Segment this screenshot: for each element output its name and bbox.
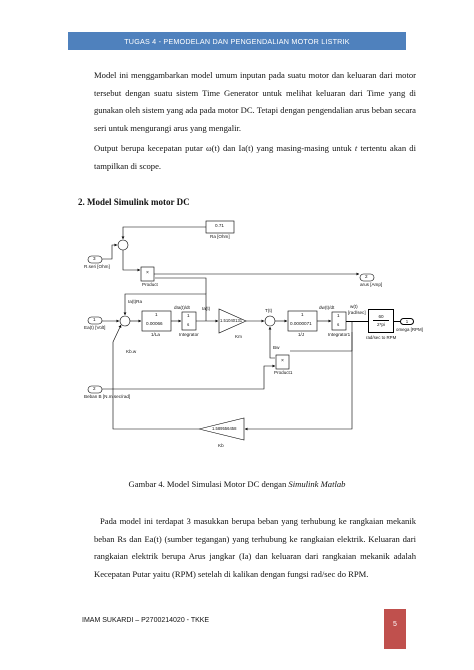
inv-la-top: 1 — [155, 312, 158, 317]
section-title: 2. Model Simulink motor DC — [78, 197, 190, 207]
output-text-a: Output berupa kecepatan putar ω(t) dan Ia(t) yang masing-masing untuk — [94, 143, 355, 153]
omega-num: 1 — [405, 319, 409, 324]
integ-label: Integrator — [179, 332, 199, 337]
rpm-top: 60 — [378, 314, 384, 319]
ia-label: Ia(t) — [202, 306, 211, 311]
product-label: Product — [142, 282, 158, 287]
integ1-label: Integrator1 — [328, 332, 351, 337]
caption-text: Gambar 4. Model Simulasi Motor DC dengan — [128, 479, 289, 489]
beban-label: Beban B [N.m.sec/rad] — [84, 394, 131, 399]
inv-j-value: 0.0000071 — [290, 321, 312, 326]
dia-label: dIa(t)/dt — [174, 305, 190, 310]
inv-j-top: 1 — [301, 312, 304, 317]
rseri-label: R.seri [Ohm] — [84, 264, 110, 269]
ea-num: 1 — [93, 317, 96, 322]
caption-italic: Simulink Matlab — [288, 479, 346, 489]
intro-paragraph: Model ini menggambarkan model umum inputan pada suatu motor dan keluaran dari motor tersebut dengan suatu sistem Time Generator untuk melihat keluaran dari Time yang di gunakan oleh sistem yang ada pada motor DC. Tetapi dengan pengendalian arus beban secara seri untuk mengurangi arus yang mengalir. — [94, 70, 416, 133]
kb-label: Kb — [218, 443, 224, 448]
iatra-label: Ia(t)Ra — [128, 299, 143, 304]
integ1-top: 1 — [337, 313, 340, 318]
kb-value: 1.589556458 — [212, 426, 237, 431]
integ-bot: s — [187, 322, 190, 327]
rpm-wire — [346, 321, 368, 322]
integ-top: 1 — [187, 313, 190, 318]
ea-label: Ea(t) [Volt] — [84, 325, 106, 330]
ra-value: 0.71 — [215, 223, 224, 228]
inv-la-label: 1/La — [151, 332, 160, 337]
integ1-bot: s — [337, 322, 340, 327]
ra-label: Ra [Ohm] — [210, 234, 230, 239]
w-unit: [rad/sec] — [348, 310, 366, 315]
product1-label: Product1 — [274, 370, 293, 375]
w-label: w(t) — [350, 304, 358, 309]
page-number-box — [384, 609, 406, 649]
footer-author: IMAM SUKARDI – P2700214020 - TKKE — [82, 617, 210, 624]
header-title: TUGAS 4 - PEMODELAN DAN PENGENDALIAN MOTOR LISTRIK — [124, 36, 350, 46]
output-text-t: t — [354, 143, 358, 153]
dw-label: dw(t)/dt — [319, 305, 335, 310]
conclusion-paragraph: Pada model ini terdapat 3 masukkan berupa beban yang terhubung ke rangkaian mekanik beban Rs dan Ea(t) (sumber tegangan) yang terhubung ke rangkaian elektrik. Keluaran dari rangkaian elektrik berupa Arus jangkar (Ia) dan keluaran dari rangkaian mekanik adalah Kecepatan Putar yaitu (RPM) setelah di kalikan dengan fungsi rad/sec do RPM. — [94, 516, 416, 579]
diagram-labels — [84, 212, 384, 460]
figure-caption — [0, 479, 474, 489]
page-number: 5 — [393, 621, 397, 628]
tt-label: T(t) — [265, 308, 273, 313]
arus-label: arus [Amp] — [360, 282, 383, 287]
rpm-bot: 2*pi — [377, 322, 385, 327]
rpm-gain-block — [368, 309, 394, 333]
km-label: Km — [235, 334, 242, 339]
omega-label: omega [RPM] — [396, 327, 423, 332]
output-paragraph — [94, 140, 416, 175]
product-symbol: × — [146, 270, 149, 276]
rpm-label: rad/sec to RPM — [366, 335, 397, 340]
rseri-num: 3 — [93, 256, 96, 261]
omega-outport — [400, 318, 414, 325]
page-header — [68, 32, 406, 50]
product1-symbol: × — [281, 358, 284, 364]
bw-label: Bw — [273, 345, 280, 350]
omega-wire — [394, 321, 400, 322]
inv-la-value: 0.00066 — [146, 321, 163, 326]
beban-num: 2 — [93, 386, 96, 391]
rpm-divider — [373, 320, 389, 321]
km-value: 1.51040131 — [220, 318, 243, 323]
output-text-b: tertentu akan di tampilkan di scope. — [94, 143, 416, 171]
kbw-label: Kb.w — [126, 349, 137, 354]
arus-num: 2 — [365, 274, 368, 279]
inv-j-label: 1/J — [298, 332, 305, 337]
